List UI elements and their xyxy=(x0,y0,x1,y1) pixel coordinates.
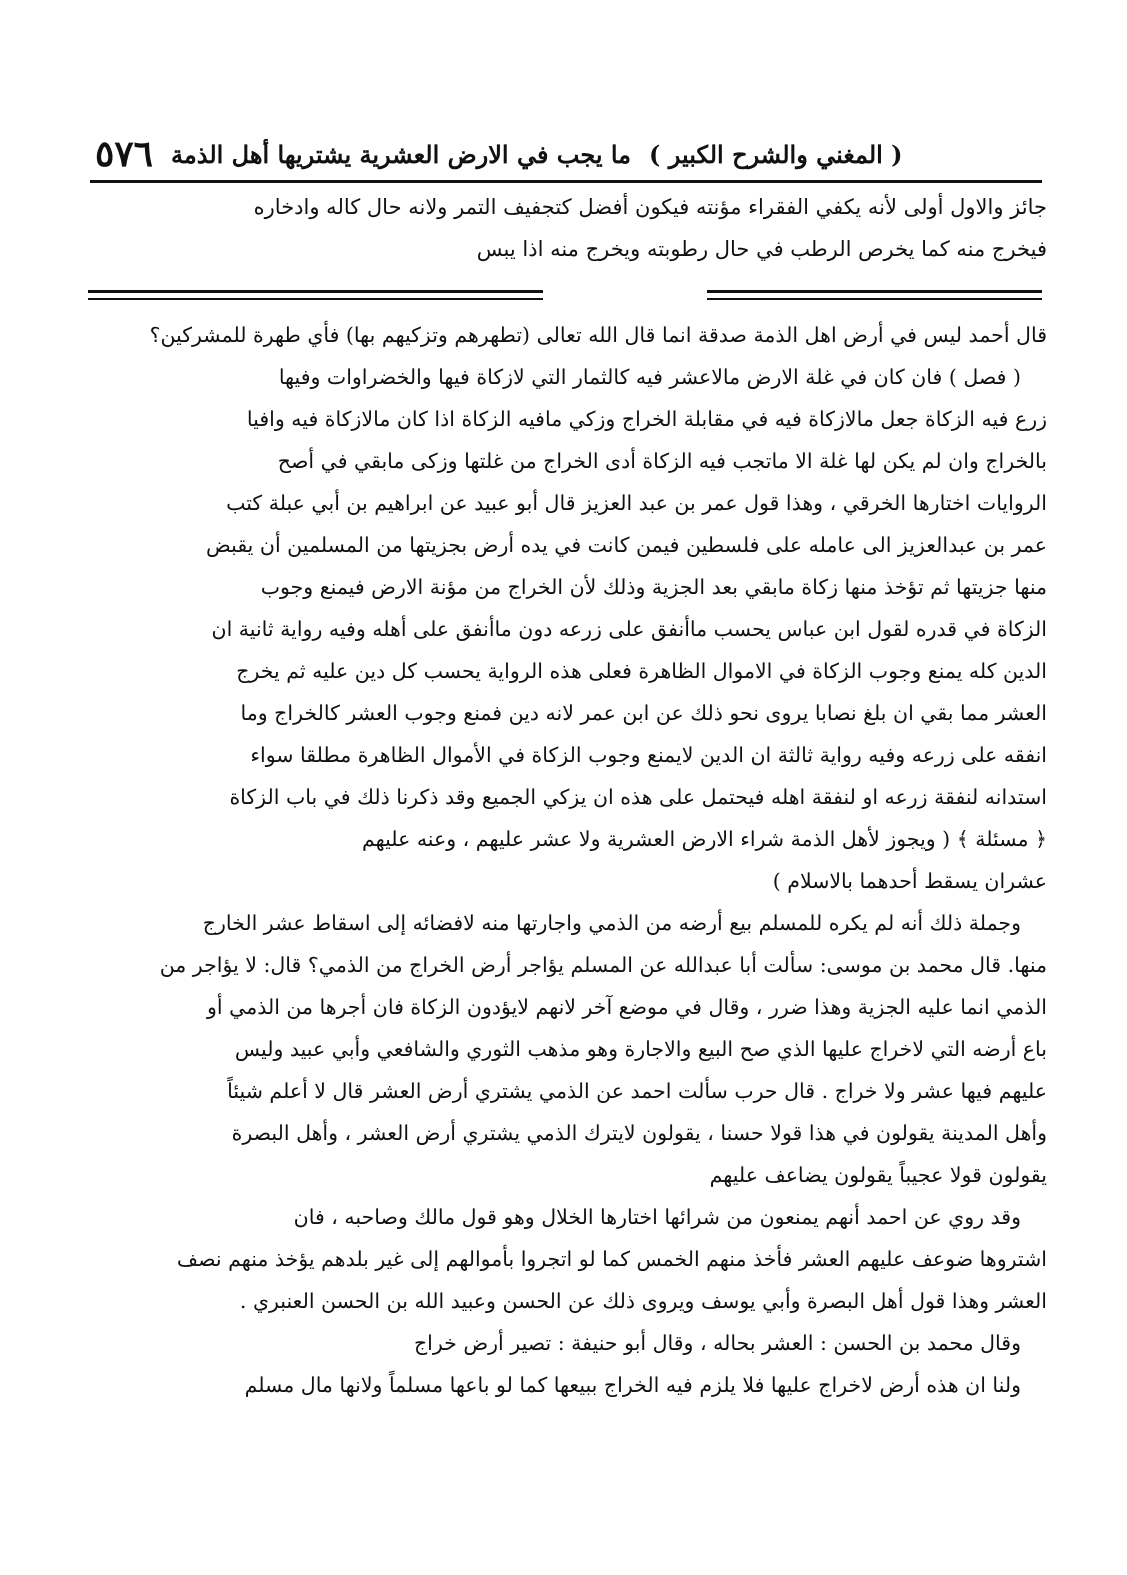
text-line: فيخرج منه كما يخرص الرطب في حال رطوبته ويخرج منه اذا يبس xyxy=(476,237,1047,261)
page-number: ٥٧٦ xyxy=(95,133,154,175)
text-line: الدين كله يمنع وجوب الزكاة في الاموال الظاهرة فعلى هذه الرواية يحسب كل دين عليه ثم يخرج xyxy=(236,659,1047,683)
running-title: ما يجب في الارض العشرية يشتريها أهل الذمة xyxy=(171,139,632,169)
text-line: العشر وهذا قول أهل البصرة وأبي يوسف ويروى ذلك عن الحسن وعبيد الله بن الحسن العنبري . xyxy=(239,1289,1047,1313)
text-line: الروايات اختارها الخرقي ، وهذا قول عمر بن عبد العزيز قال أبو عبيد عن ابراهيم بن أبي عبلة كتب xyxy=(226,491,1047,515)
text-line: وقد روي عن احمد أنهم يمنعون من شرائها اختارها الخلال وهو قول مالك وصاحبه ، فان xyxy=(293,1205,1021,1229)
text-line: منها جزيتها ثم تؤخذ منها زكاة مابقي بعد الجزية وذلك لأن الخراج من مؤنة الارض فيمنع وجوب xyxy=(260,575,1047,599)
text-line: عشران يسقط أحدهما بالاسلام ) xyxy=(772,869,1047,893)
text-line: انفقه على زرعه وفيه رواية ثالثة ان الدين لايمنع وجوب الزكاة في الأموال الظاهرة مطلقا سواء xyxy=(250,743,1047,767)
text-line: يقولون قولا عجيباً يقولون يضاعف عليهم xyxy=(709,1163,1047,1187)
main-text xyxy=(78,314,1047,1406)
text-line: جائز والاول أولى لأنه يكفي الفقراء مؤنته فيكون أفضل كتجفيف التمر ولانه حال كاله وادخاره xyxy=(253,195,1047,219)
top-paragraph xyxy=(78,186,1047,270)
text-line: بالخراج وان لم يكن لها غلة الا ماتجب فيه الزكاة أدى الخراج من غلتها وزكى مابقي في أصح xyxy=(277,449,1047,473)
text-line: اشتروها ضوعف عليهم العشر فأخذ منهم الخمس كما لو اتجروا بأموالهم إلى غير بلدهم يؤخذ منهم نصف xyxy=(176,1247,1047,1271)
text-line: ( فصل ) فان كان في غلة الارض مالاعشر فيه كالثمار التي لازكاة فيها والخضراوات وفيها xyxy=(278,365,1021,389)
text-line: وأهل المدينة يقولون في هذا قولا حسنا ، يقولون لايترك الذمي يشتري أرض العشر ، وأهل البصرة xyxy=(231,1121,1047,1145)
book-title: ( المغني والشرح الكبير ) xyxy=(649,139,903,169)
header-rule xyxy=(90,180,1042,183)
text-line: ﴿ مسئلة ﴾ ( ويجوز لأهل الذمة شراء الارض العشرية ولا عشر عليهم ، وعنه عليهم xyxy=(362,827,1047,851)
text-line: قال أحمد ليس في أرض اهل الذمة صدقة انما قال الله تعالى (تطهرهم وتزكيهم بها) فأي طهرة للمشركين؟ xyxy=(149,323,1047,347)
text-line: ولنا ان هذه أرض لاخراج عليها فلا يلزم فيه الخراج ببيعها كما لو باعها مسلماً ولانها مال مسلم xyxy=(244,1373,1021,1397)
section-divider xyxy=(88,290,1042,304)
page-header xyxy=(95,130,1045,178)
text-line: باع أرضه التي لاخراج عليها الذي صح البيع والاجارة وهو مذهب الثوري والشافعي وأبي عبيد وليس xyxy=(234,1037,1047,1061)
text-line: الذمي انما عليه الجزية وهذا ضرر ، وقال في موضع آخر لانهم لايؤدون الزكاة فان أجرها من الذمي أو xyxy=(207,995,1047,1019)
text-line: وقال محمد بن الحسن : العشر بحاله ، وقال أبو حنيفة : تصير أرض خراج xyxy=(413,1331,1021,1355)
text-line: استدانه لنفقة زرعه او لنفقة اهله فيحتمل على هذه ان يزكي الجميع وقد ذكرنا ذلك في باب الزكاة xyxy=(229,785,1047,809)
text-line: عليهم فيها عشر ولا خراج . قال حرب سألت احمد عن الذمي يشتري أرض العشر قال لا أعلم شيئاً xyxy=(227,1079,1047,1103)
text-line: وجملة ذلك أنه لم يكره للمسلم بيع أرضه من الذمي واجارتها منه لافضائه إلى اسقاط عشر الخارج xyxy=(202,911,1021,935)
text-line: العشر مما بقي ان بلغ نصابا يروى نحو ذلك عن ابن عمر لانه دين فمنع وجوب العشر كالخراج وما xyxy=(240,701,1047,725)
text-line: عمر بن عبدالعزيز الى عامله على فلسطين فيمن كانت في يده أرض بجزيتها من المسلمين أن يقبض xyxy=(206,533,1047,557)
text-line: منها. قال محمد بن موسى: سألت أبا عبدالله عن المسلم يؤاجر أرض الخراج من الذمي؟ قال: لا يؤاجر من xyxy=(159,953,1047,977)
text-line: زرع فيه الزكاة جعل مالازكاة فيه في مقابلة الخراج وزكي مافيه الزكاة اذا كان مالازكاة فيه وافيا xyxy=(246,407,1047,431)
text-line: الزكاة في قدره لقول ابن عباس يحسب ماأنفق على زرعه دون ماأنفق على أهله وفيه رواية ثانية ان xyxy=(211,617,1047,641)
